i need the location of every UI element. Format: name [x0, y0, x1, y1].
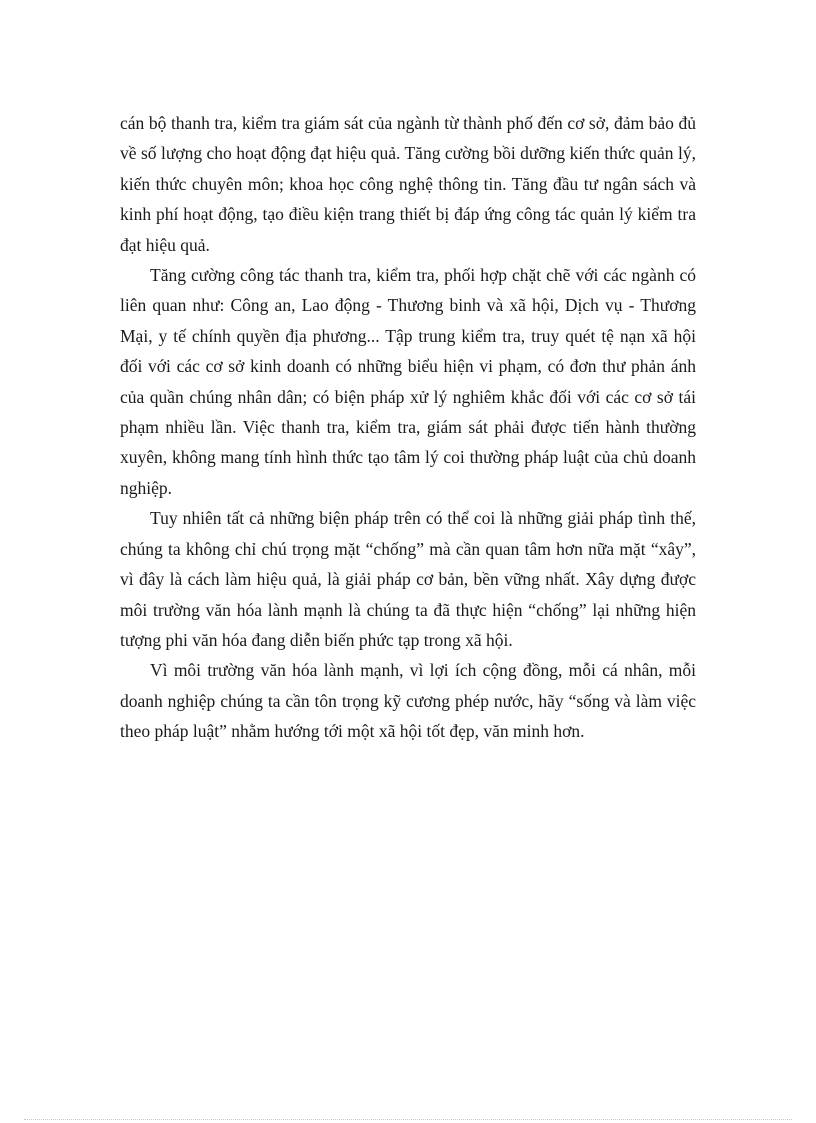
- paragraph-solutions: Tuy nhiên tất cả những biện pháp trên có thể coi là những giải pháp tình thế, chúng ta không chỉ chú trọng mặt “chống” mà cần quan tâm hơn nữa mặt “xây”, vì đây là cách làm hiệu quả, là giải pháp cơ bản, bền vững nhất. Xây dựng được môi trường văn hóa lành mạnh là chúng ta đã thực hiện “chống” lại những hiện tượng phi văn hóa đang diễn biến phức tạp trong xã hội.: [120, 508, 696, 650]
- paragraph-inspection: Tăng cường công tác thanh tra, kiểm tra, phối hợp chặt chẽ với các ngành có liên quan như: Công an, Lao động - Thương binh và xã hội, Dịch vụ - Thương Mại, y tế chính quyền địa phương... Tập trung kiểm tra, truy quét tệ nạn xã hội đối với các cơ sở kinh doanh có những biểu hiện vi phạm, có đơn thư phản ánh của quần chúng nhân dân; có biện pháp xử lý nghiêm khắc đối với các cơ sở tái phạm nhiều lần. Việc thanh tra, kiểm tra, giám sát phải được tiến hành thường xuyên, không mang tính hình thức tạo tâm lý coi thường pháp luật của chủ doanh nghiệp.: [120, 265, 696, 498]
- document-body: [120, 108, 696, 747]
- paragraph-continued: cán bộ thanh tra, kiểm tra giám sát của ngành từ thành phố đến cơ sở, đảm bảo đủ về số lượng cho hoạt động đạt hiệu quả. Tăng cường bồi dưỡng kiến thức quản lý, kiến thức chuyên môn; khoa học công nghệ thông tin. Tăng đầu tư ngân sách và kinh phí hoạt động, tạo điều kiện trang thiết bị đáp ứng công tác quản lý kiểm tra đạt hiệu quả.: [120, 113, 696, 255]
- page-bottom-divider: [24, 1119, 792, 1120]
- paragraph-conclusion: Vì môi trường văn hóa lành mạnh, vì lợi ích cộng đồng, mỗi cá nhân, mỗi doanh nghiệp chúng ta cần tôn trọng kỹ cương phép nước, hãy “sống và làm việc theo pháp luật” nhằm hướng tới một xã hội tốt đẹp, văn minh hơn.: [120, 660, 696, 742]
